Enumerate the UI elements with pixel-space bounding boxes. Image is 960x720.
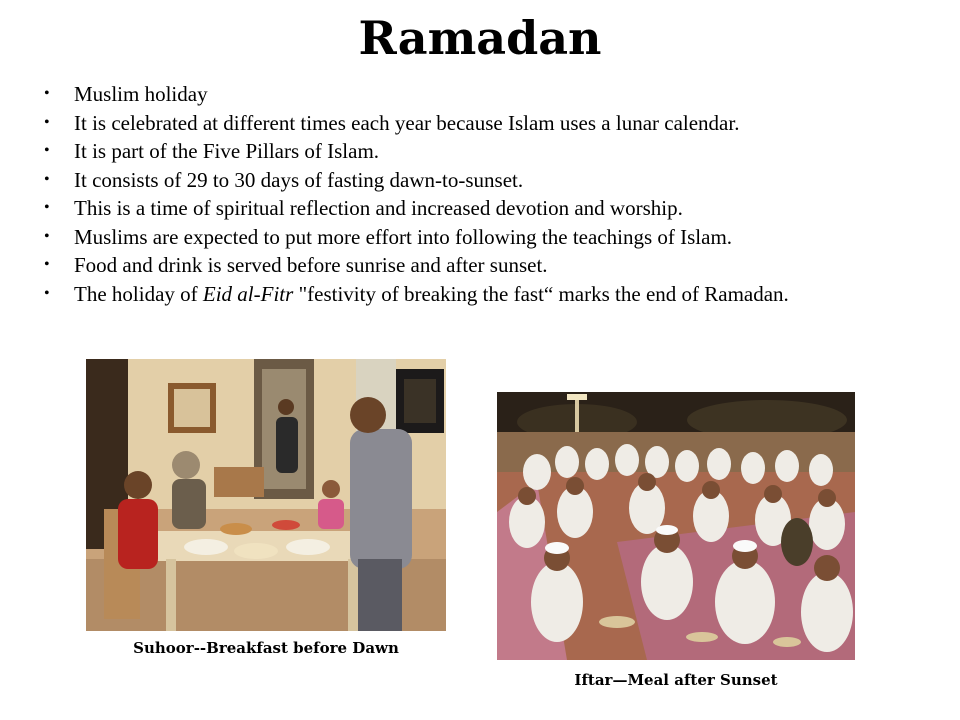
bullet-item: • This is a time of spiritual reflection and increased devotion and worship. <box>44 194 944 223</box>
bullet-item: • It is celebrated at different times each year because Islam uses a lunar calendar. <box>44 109 944 138</box>
suhoor-caption: Suhoor--Breakfast before Dawn <box>133 639 399 657</box>
bullet-item: • Food and drink is served before sunrise and after sunset. <box>44 251 944 280</box>
iftar-photo <box>497 392 855 660</box>
bullet-item-eid <box>44 280 944 309</box>
eid-name: Eid al-Fitr <box>202 281 294 306</box>
bullet-item: • Muslim holiday <box>44 80 944 109</box>
bullet-item: • It consists of 29 to 30 days of fasting dawn-to-sunset. <box>44 166 944 195</box>
iftar-caption: Iftar—Meal after Sunset <box>574 671 778 689</box>
bullet-item: • It is part of the Five Pillars of Islam. <box>44 137 944 166</box>
suhoor-photo <box>86 359 446 631</box>
eid-suffix: "festivity of breaking the fast“ marks the end of Ramadan. <box>293 281 789 306</box>
bullet-item: • Muslims are expected to put more effort into following the teachings of Islam. <box>44 223 944 252</box>
bullet-list <box>44 80 944 308</box>
eid-prefix: The holiday of <box>74 281 203 306</box>
slide-title: Ramadan <box>358 11 602 65</box>
